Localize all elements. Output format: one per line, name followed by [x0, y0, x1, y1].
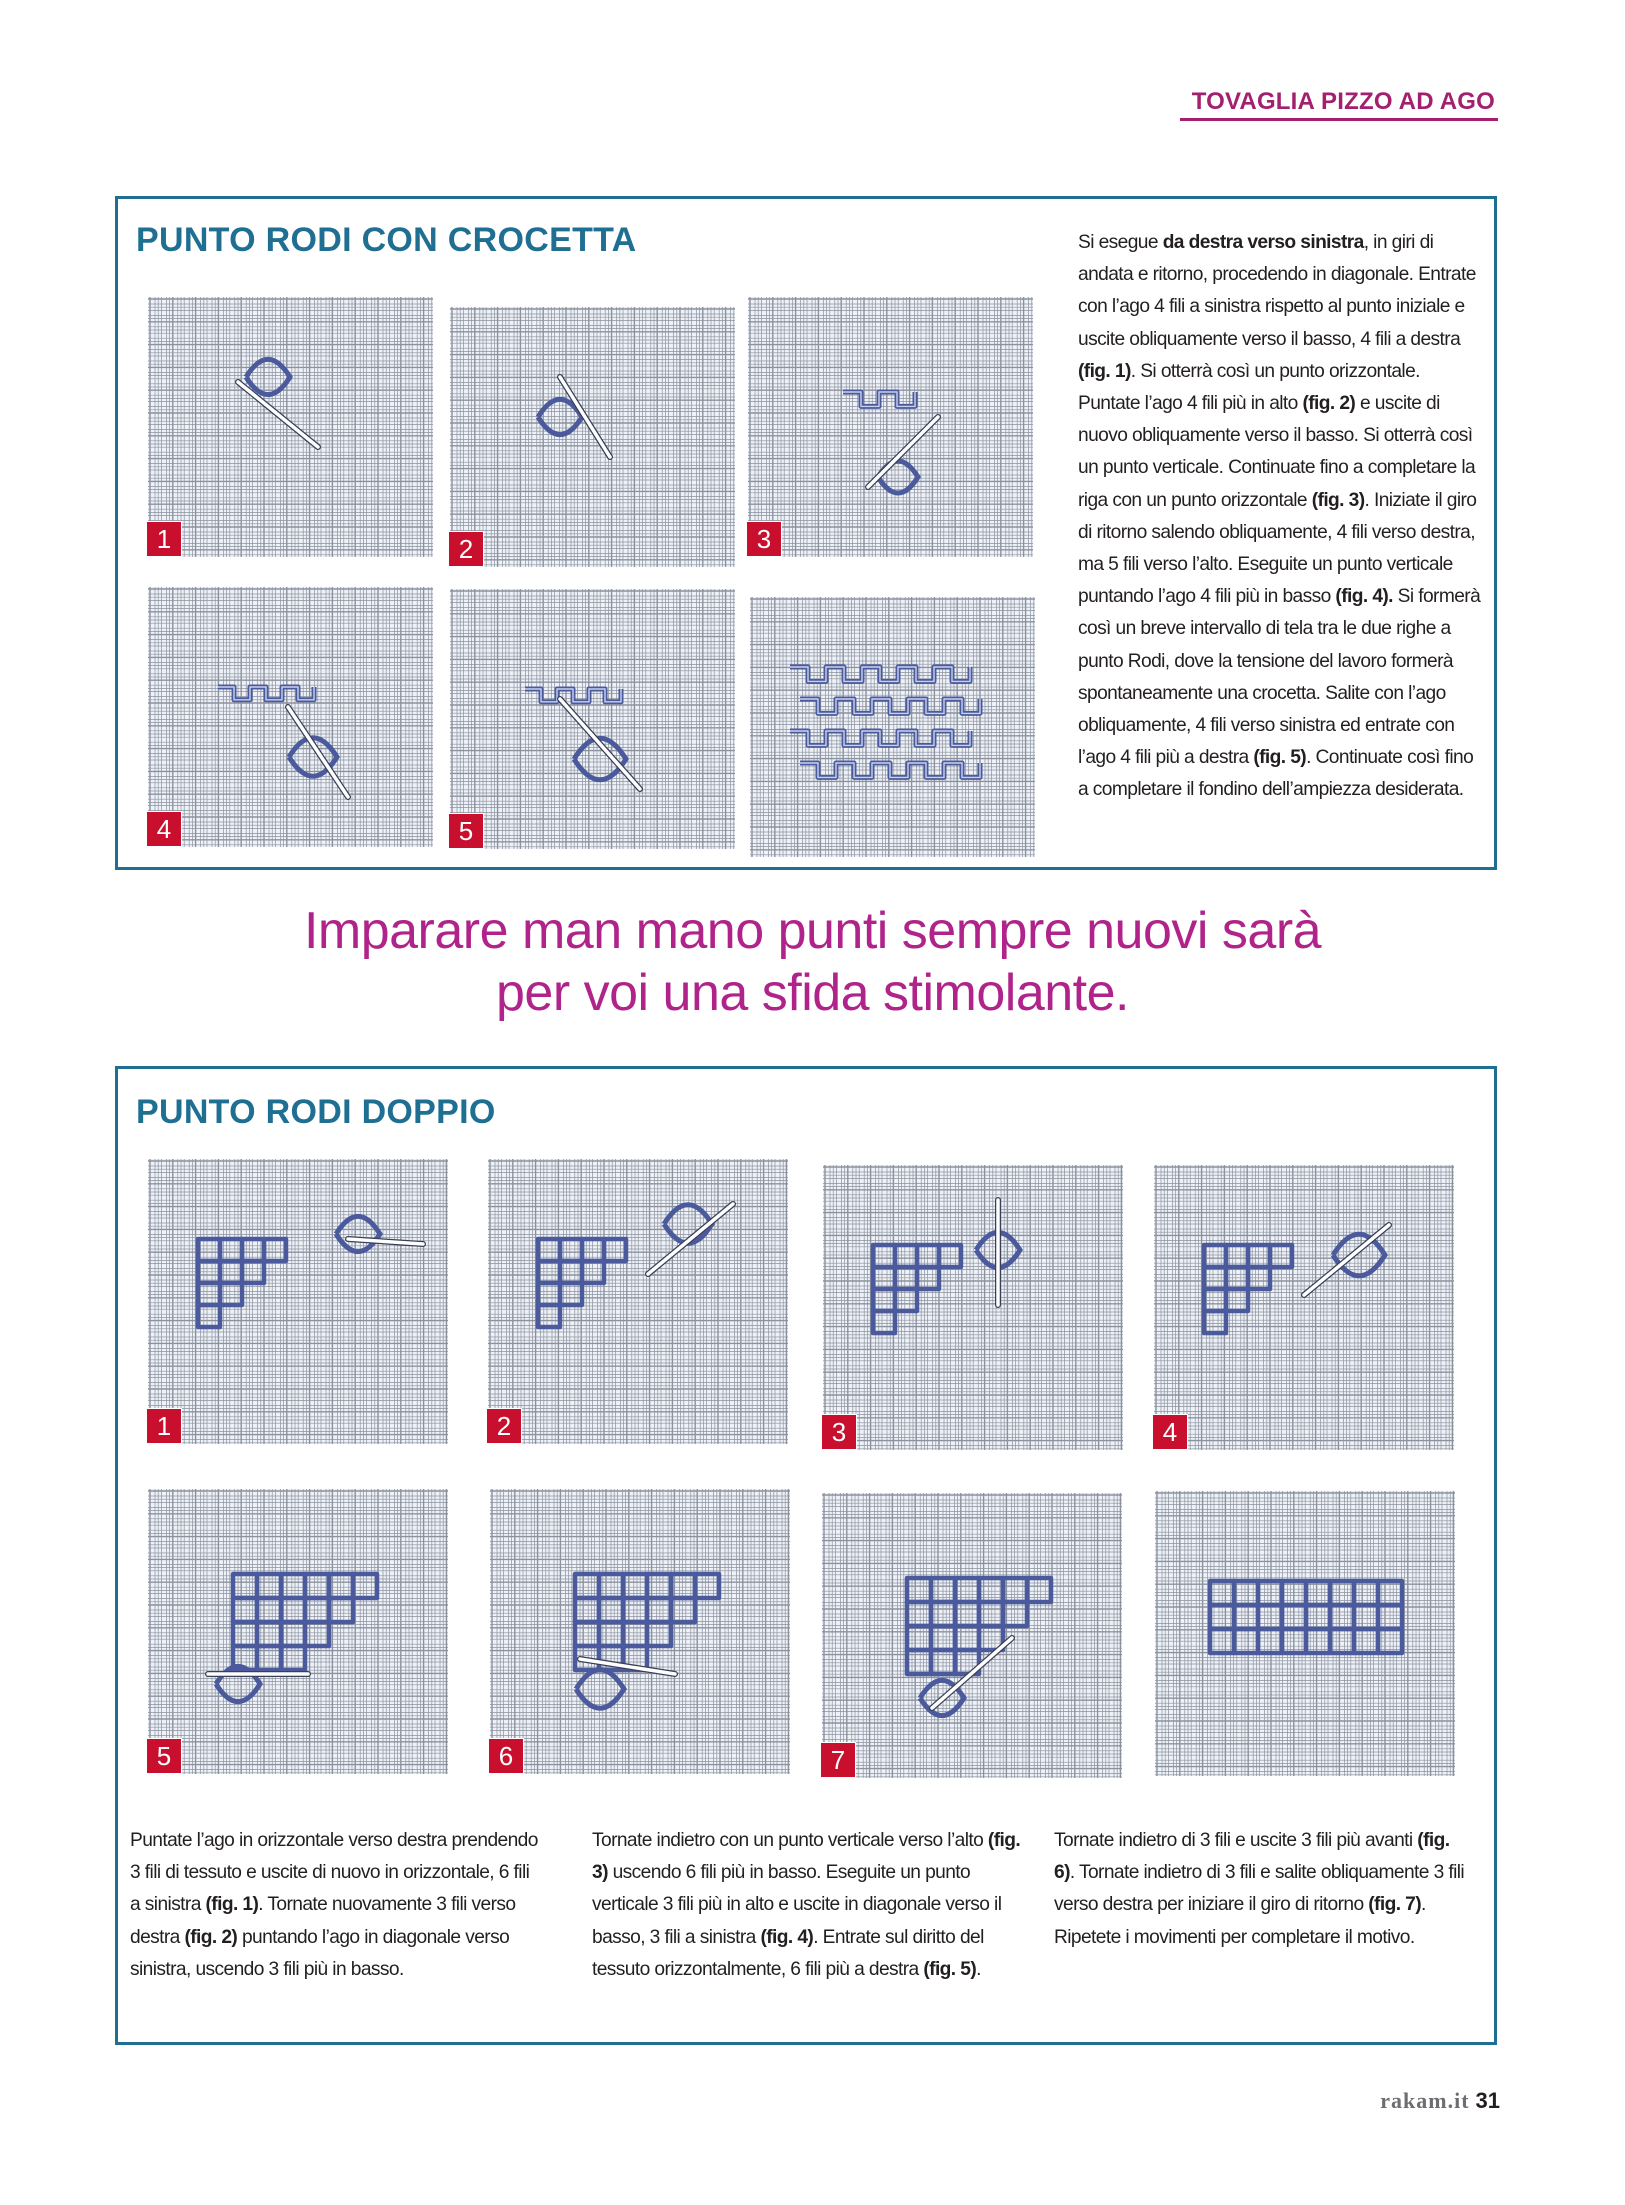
- figure-number: 1: [146, 521, 182, 557]
- page-number: 31: [1475, 2088, 1500, 2113]
- figure-number: 4: [1152, 1414, 1188, 1450]
- figure-number: 7: [820, 1742, 856, 1778]
- text-run: .: [976, 1958, 981, 1980]
- section2-figure-2: [488, 1159, 788, 1444]
- section1-figure-4: [148, 587, 433, 847]
- text-run: . Continuate così fino a completare il fondino dell’ampiezza desiderata.: [1078, 747, 1474, 801]
- section2-figure-4: [1154, 1165, 1454, 1450]
- section2-figure-3: [823, 1165, 1123, 1450]
- page-footer: [1380, 2088, 1500, 2114]
- section2-figure-6: [490, 1489, 790, 1774]
- section2-figure-5: [148, 1489, 448, 1774]
- figure-number: 3: [746, 521, 782, 557]
- section1-figure-1: [148, 297, 433, 557]
- section-title: PUNTO RODI DOPPIO: [136, 1093, 496, 1131]
- figure-reference: (fig. 3): [592, 1830, 1021, 1884]
- text-run: , in giri di andata e ritorno, procedendo in diagonale. Entrate con l’ago 4 fili a sinistra rispetto al punto iniziale e uscite obliquamente verso il basso, 4 fili a destra: [1078, 232, 1476, 350]
- section1-figure-3: [748, 297, 1033, 557]
- figure-number: 5: [448, 813, 484, 849]
- section2-figure-7: [822, 1493, 1122, 1778]
- header-title: TOVAGLIA PIZZO AD AGO: [1191, 88, 1495, 115]
- section2-figure-8: [1155, 1491, 1455, 1776]
- section-punto-rodi-doppio: [115, 1066, 1497, 2045]
- text-run: . Iniziate il giro di ritorno salendo obliquamente, 4 fili verso destra, ma 5 fili verso l’alto. Eseguite un punto verticale puntando l’ago 4 fili più in basso: [1078, 489, 1477, 608]
- section2-column-1: [130, 1825, 540, 1986]
- figure-reference: (fig. 4).: [1335, 586, 1393, 608]
- text-run: e uscite di nuovo obliquamente verso il basso. Si otterrà così un punto verticale. Continuate fino a completare la riga con un punto orizzontale: [1078, 393, 1476, 511]
- section-title: PUNTO RODI CON CROCETTA: [136, 221, 637, 259]
- header-rule: [1180, 118, 1498, 121]
- text-run: Si formerà così un breve intervallo di tela tra le due righe a punto Rodi, dove la tensione del lavoro formerà spontaneamente una crocetta. Salite con l’ago obliquamente, 4 fili verso sinistra ed entrate con l’ago 4 fili più a destra: [1078, 586, 1481, 769]
- text-run: . Tornate indietro di 3 fili e salite obliquamente 3 fili verso destra per iniziare il giro di ritorno: [1054, 1862, 1465, 1916]
- figure-number: 5: [146, 1738, 182, 1774]
- section1-instructions: [1078, 227, 1483, 807]
- text-run: . Ripetete i movimenti per completare il motivo.: [1054, 1894, 1426, 1948]
- figure-reference: (fig. 1): [1078, 360, 1131, 382]
- figure-reference: da destra verso sinistra: [1162, 232, 1364, 253]
- section2-figure-1: [148, 1159, 448, 1444]
- text-run: . Entrate sul diritto del tessuto orizzontalmente, 6 fili più a destra: [592, 1926, 984, 1980]
- figure-reference: (fig. 1): [205, 1894, 259, 1916]
- figure-reference: (fig. 3): [1311, 489, 1365, 511]
- text-run: . Si otterrà così un punto orizzontale. Puntate l’ago 4 fili più in alto: [1078, 360, 1420, 415]
- figure-number: 4: [146, 811, 182, 847]
- figure-number: 2: [448, 531, 484, 567]
- figure-reference: (fig. 7): [1368, 1894, 1422, 1916]
- figure-reference: (fig. 6): [1054, 1830, 1450, 1884]
- figure-reference: (fig. 2): [184, 1926, 238, 1948]
- figure-reference: (fig. 5): [923, 1958, 977, 1980]
- figure-reference: (fig. 2): [1302, 393, 1356, 415]
- footer-brand: rakam.it: [1380, 2088, 1470, 2113]
- text-run: Tornate indietro di 3 fili e uscite 3 fili più avanti: [1054, 1830, 1418, 1851]
- figure-number: 1: [146, 1408, 182, 1444]
- section1-figure-6: [750, 597, 1035, 857]
- text-run: Tornate indietro con un punto verticale verso l’alto: [592, 1830, 988, 1851]
- section1-figure-2: [450, 307, 735, 567]
- text-run: Puntate l’ago in orizzontale verso destra prendendo 3 fili di tessuto e uscite di nuovo in orizzontale, 6 fili a sinistra: [130, 1830, 538, 1916]
- pull-quote-line-1: Imparare man mano punti sempre nuovi sarà: [303, 902, 1322, 960]
- text-run: uscendo 6 fili più in basso. Eseguite un punto verticale 3 fili più in alto e uscite in diagonale verso il basso, 3 fili a sinistra: [592, 1862, 1002, 1948]
- section1-figure-5: [450, 589, 735, 849]
- text-run: puntando l’ago in diagonale verso sinistra, uscendo 3 fili più in basso.: [130, 1926, 510, 1980]
- pull-quote-line-2: per voi una sfida stimolante.: [496, 964, 1129, 1022]
- figure-number: 3: [821, 1414, 857, 1450]
- text-run: Si esegue: [1078, 232, 1163, 253]
- section2-column-3: [1054, 1825, 1474, 1954]
- section-punto-rodi-con-crocetta: [115, 196, 1497, 870]
- section2-column-2: [592, 1825, 1032, 1986]
- figure-reference: (fig. 5): [1253, 747, 1307, 769]
- figure-number: 2: [486, 1408, 522, 1444]
- pull-quote: [0, 900, 1625, 1024]
- figure-reference: (fig. 4): [760, 1926, 814, 1948]
- text-run: . Tornate nuovamente 3 fili verso destra: [130, 1894, 516, 1948]
- figure-number: 6: [488, 1738, 524, 1774]
